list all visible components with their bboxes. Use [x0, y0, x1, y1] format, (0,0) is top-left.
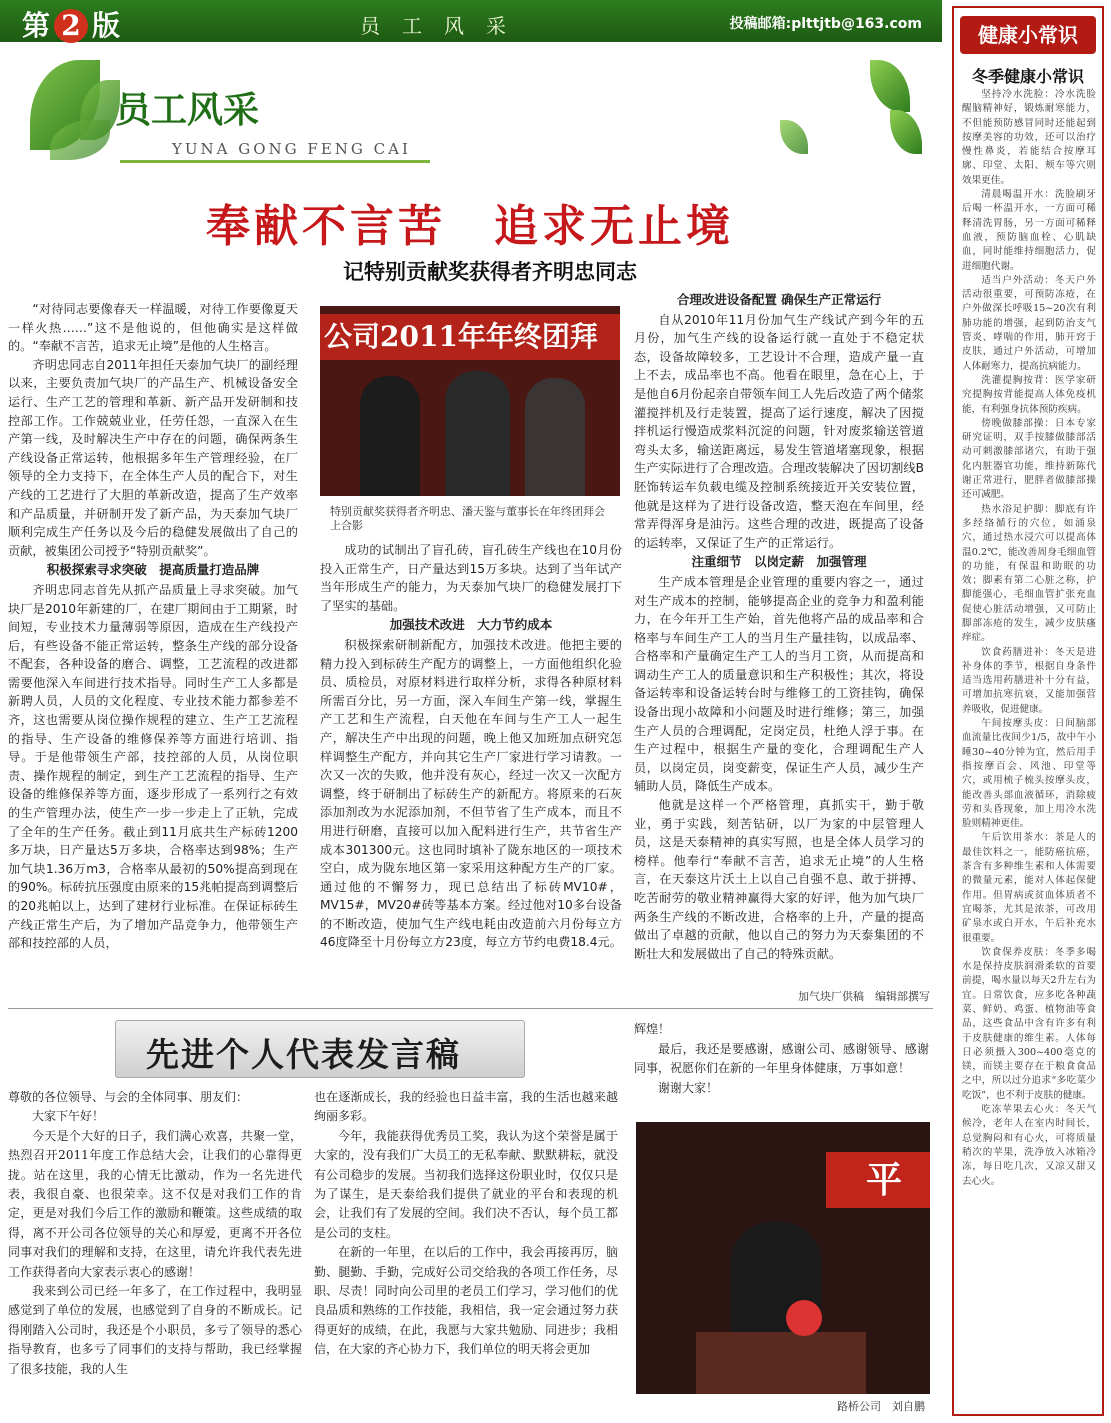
sidebar-paragraph: 适当户外活动：冬天户外活动很重要，可预防冻疮，在户外做深长呼吸15~20次有利肺功能的增强，起到防治支气管炎、哮喘的作用，肺开窍于皮肤，通过户外活动，可增加人体耐寒力，提高抗病能力。	[962, 274, 1096, 372]
sidebar-paragraph: 饮食保养皮肤：冬季多喝水是保持皮肤润滑柔软的首要前提，喝水量以每天2升左右为宜。日常饮食，应多吃各种蔬菜、鲜奶、鸡蛋、植物油等食品，这些食品中含有许多有利于皮肤健康的维生素。人体每日必须摄入300~400毫克的镁，而镁主要存在于粮食食品之中，所以过分追求“多吃菜少吃饭”，也不利于皮肤的健康。	[962, 946, 1096, 1101]
photo-caption: 路桥公司 刘自鹏	[837, 1400, 925, 1413]
section-banner	[30, 60, 430, 160]
article-column-3	[634, 290, 924, 963]
article-paragraph: 他就是这样一个严格管理，真抓实干，勤于敬业，勇于实践，刻苦钻研，以厂为家的中层管理人员，这是天泰精神的真实写照，也是全体人员学习的榜样。他奉行“奉献不言苦，追求无止境”的人生格言，在天泰这片沃土上以自己自强不息、敢于拼搏、吃苦耐劳的敬业精神赢得大家的好评，他为加气块厂两条生产线的不断改进，合格率的上升，产量的提高做出了卓越的贡献，他以自己的努力为天泰集团的不断壮大和发展做出了自己的特殊贡献。	[634, 798, 924, 961]
sidebar-paragraph: 洗灌提胸按背：医学家研究提胸按背能提高人体免疫机能，有利强身抗体预防疾病。	[962, 374, 1096, 415]
speech-paragraph: 今年，我能获得优秀员工奖，我认为这个荣誉是属于大家的，没有我们广大员工的无私奉献、默默耕耘，就没有公司稳步的发展。当初我们选择这份职业时，仅仅只是为了谋生，是天泰给我们提供了就业的平台和表现的机会，让我们有了发展的空间。我们决不否认，每个员工都是公司的支柱。	[314, 1128, 618, 1240]
sidebar-paragraph: 热水浴足护脚：脚底有许多经络循行的穴位，如涌泉穴，通过热水浸穴可以提高体温0.2℃，能改善周身毛细血管的功能，有保温和助眠的功效；脚素有第二心脏之称，护脚能强心，毛细血管扩张充血促使心脏活动增强，又可防止脚部冻疮的发生，减少皮肤瘙痒症。	[962, 503, 1096, 644]
speech-banner-title: 先进个人代表发言稿	[146, 1035, 461, 1074]
sidebar-paragraph: 傍晚做膝部操：日本专家研究证明，双手按膝做膝部活动可刺激膝部诸穴，有助于强化内脏器官功能，维持新陈代谢正常进行，肥胖者做膝部操还可减肥。	[962, 417, 1096, 501]
article-subheading: 积极探索寻求突破 提高质量打造品牌	[46, 562, 260, 578]
article-paragraph: 生产成本管理是企业管理的重要内容之一，通过对生产成本的控制，能够提高企业的竞争力和盈利能力，在今年开工生产始，首先他将产品的成品率和合格率与车间生产工人的当月生产量挂钩，以成品率、合格率和产量确定生产工人的当月工资，从而提高和调动生产工人的质量意识和生产积极性；其次，将设备运转率和设备运转台时与维修工的工资挂钩，确保设备出现小故障和小问题及时进行维修；第三，加强生产人员的合理调配，定岗定员，杜绝人浮于事。在生产过程中，根据生产量的变化，合理调配生产人员，以岗定员，岗变薪变，保证生产人员，减少生产辅助人员，降低生产成本。	[634, 574, 924, 794]
article-subheading: 注重细节 以岗定薪 加强管理	[691, 554, 867, 570]
article-subheading: 合理改进设备配置 确保生产正常运行	[676, 292, 882, 307]
photo-banner: 公司2011年年终团拜	[320, 314, 620, 360]
article-paragraph: 自从2010年11月份加气生产线试产到今年的五月份，加气生产线的设备运行就一直处于不稳定状态，设备故障较多，工艺设计不合理，造成产量一直上不去，成品率也不高。他看在眼里，急在心上，于是他自6月份起亲自带领车间工人先后改造了两个储浆灌搅拌机及行走装置，提高了运行速度，解决了因搅拌机运行慢造成浆料沉淀的问题，针对废浆输送管道弯头太多，输送距离远，易发生管道堵塞现象，根据生产实际进行了合理改造。合理改装解决了因切割线B胚饰转运车负载电缆及控制系统接近开关安装位置，他就是这样为了进行设备改造，整天泡在车间里，经常弄得浑身是油污。这些合理的改进，既提高了设备的运转率，又保证了生产的正常运行。	[634, 312, 924, 550]
speech-paragraph: 大家下午好！	[32, 1109, 105, 1124]
issue-label	[22, 4, 120, 44]
speech-paragraph: 也在逐渐成长，我的经验也日益丰富，我的生活也越来越绚丽多彩。	[314, 1090, 618, 1124]
section-pinyin: YUNA GONG FENG CAI	[172, 140, 411, 158]
article-paragraph: 积极探索研制新配方，加强技术改进。他把主要的精力投入到标砖生产配方的调整上，一方面他组织化验员、质检员，对原材料进行取样分析，求得各种原材料所需百分比，另一方面，深入车间生产第一线，掌握生产工艺和生产流程，白天他在车间与生产工人一起生产，解决生产中出现的问题，晚上他又加班加点研究怎样调整生产配方，并向其它生产厂家进行学习请教。一次又一次的失败，他并没有灰心，经过一次又一次配方调整，终于研制出了标砖生产的新配方。将原来的石灰添加剂改为水泥添加剂，不但节省了生产成本，而且不用进行研磨，直接可以加入配料进行生产，共节省生产成本301300元。这也同时填补了陇东地区的一项技术空白，成为陇东地区第一家采用这种配方生产的厂家。通过他的不懈努力，现已总结出了标砖MV10#，MV15#，MV20#砖等基本方案。经过他对10多台设备的不断改造，使加气生产线电耗由改造前六月份每立方46度降至十月份每立方23度，每立方节约电费18.4元。	[320, 637, 622, 950]
leaf-icon	[870, 60, 910, 112]
article-paragraph: 齐明忠同志首先从抓产品质量上寻求突破。加气块厂是2010年新建的厂，在建厂期间由于工期紧，时间短，专业技术力量薄弱等原因，造成在生产线投产后，有些设备不能正常运转，整条生产线的部分设备不配套，各种设备的磨合、调整，工艺流程的改进都需要他深入车间进行技术指导。同时生产工人多都是新聘人员，人员的文化程度、专业技术能力都参差不齐，这也需要从岗位操作规程的建立、生产工艺流程的指导、生产设备的维修保养等方面进行培训、指导。于是他带领生产部，技控部的人员，从岗位职责、操作规程的制定，到生产工艺流程的指导、生产设备的维修保养等方面，逐步形成了一系列行之有效的生产管理办法，使生产一步一步走上了正轨，完成了全年的生产任务。截止到11月底共生产标砖1200多万块，日产量达5万多块，合格率达到98%；生产加气块1.36万m3，合格率从最初的50%提高到现在的90%。标砖抗压强度由原来的15兆帕提高到调整后的20兆帕以上，达到了建材行业标准。在保证标砖生产线正常生产后，为了增加产品竞争力，他带领生产部和技控部的人员，	[8, 582, 298, 951]
article-paragraph: 齐明忠同志自2011年担任天泰加气块厂的副经理以来，主要负责加气块厂的产品生产、机械设备安全运行、生产工艺的管理和革新、新产品开发研制和技控部工作。工作兢兢业业，任劳任怨，一直深入在生产第一线，及时解决生产中存在的问题，确保两条生产线设备正常运转，他根据多年生产管理经验，在厂领导的全力支持下，在全体生产人员的配合下，对生产线的工艺进行了大胆的革新改造，提高了生产效率和产品质量，并研制开发了新产品，为天泰加气块厂顺利完成生产任务以及今后的稳健发展做出了自己的贡献，被集团公司授予“特别贡献奖”。	[8, 357, 298, 558]
article-subheading: 加强技术改进 大力节约成本	[389, 617, 553, 633]
section-title: 员工风采	[115, 89, 260, 131]
page-header	[0, 0, 942, 42]
photo-caption: 特别贡献奖获得者齐明忠、潘天鉴与董事长在年终团拜会上合影	[330, 505, 605, 532]
speech-banner	[115, 1020, 525, 1078]
submission-email: 投稿邮箱:plttjtb@163.com	[729, 16, 922, 32]
speech-paragraph: 最后，我还是要感谢，感谢公司、感谢领导、感谢同事，祝愿你们在新的一年里身体健康，万事如意！	[634, 1041, 929, 1076]
issue-prefix: 第	[22, 9, 51, 42]
sidebar-paragraph: 清晨喝温开水：洗脸刷牙后喝一杯温开水，一方面可稀释清洗胃肠，另一方面可稀释血液，预防脑血栓、心肌缺血，同时能维持细胞活力，促进细胞代谢。	[962, 189, 1096, 272]
section-underline	[120, 160, 430, 163]
sidebar-paragraph: 午间按摩头皮：日间脑部血流量比夜间少1/5，故中午小睡30~40分钟为宜，然后用手指按摩百会、风池、印堂等穴，或用梳子梳头按摩头皮，能改善头部血液循环，消除疲劳和头昏现象，加上用冷水洗脸则精神更佳。	[962, 718, 1096, 830]
speech-column-3	[634, 1020, 929, 1098]
leaf-icon	[890, 110, 922, 154]
speaker-photo	[636, 1122, 930, 1394]
speech-column-1	[8, 1088, 302, 1379]
section-divider	[8, 1008, 933, 1009]
speech-salutation: 尊敬的各位领导、与会的全体同事、朋友们：	[8, 1090, 249, 1104]
person-figure	[445, 371, 510, 496]
person-figure	[525, 378, 585, 496]
speech-column-2	[314, 1088, 618, 1360]
sidebar-heading: 健康小常识	[960, 16, 1096, 54]
leaf-icon	[780, 120, 808, 154]
sidebar-title: 冬季健康小常识	[971, 67, 1084, 86]
health-sidebar	[952, 6, 1104, 1416]
article-column-1	[8, 300, 298, 953]
sidebar-paragraph: 午后饮用茶水：茶是人的最佳饮料之一，能防癌抗癌，茶含有多种维生素和人体需要的微量元素，能对人体起保健作用。但胃病或贫血体质者不宜喝茶，尤其是浓茶，可改用矿泉水或白开水，午后补充水很重要。	[962, 832, 1096, 944]
issue-number: 2	[54, 9, 88, 43]
article-byline: 加气块厂供稿 编辑部撰写	[798, 990, 930, 1003]
speech-paragraph: 辉煌！	[634, 1022, 671, 1036]
section-name: 员工风采	[360, 14, 528, 38]
sidebar-paragraph: 坚持冷水洗脸：冷水洗脸醒脑精神好，锻炼耐寒能力，不但能预防感冒同时还能起到按摩美容的功效，还可以治疗慢性鼻炎，若能结合按摩耳廓、印堂、太阳、颊车等穴则效果更佳。	[962, 89, 1096, 186]
sidebar-paragraph: 饮食药膳进补：冬天是进补身体的季节，根据自身条件适当选用药膳进补十分有益，可增加抗寒抗衰，又能加强营养吸收，促进健康。	[962, 646, 1096, 715]
article-headline: 奉献不言苦 追求无止境	[206, 201, 734, 252]
photo-banner: 平	[826, 1152, 930, 1208]
issue-suffix: 版	[92, 9, 121, 42]
article-subheadline: 记特别贡献奖获得者齐明忠同志	[343, 260, 637, 284]
speech-paragraph: 谢谢大家！	[658, 1080, 719, 1095]
article-paragraph: 成功的试制出了盲孔砖，盲孔砖生产线也在10月份投入正常生产，日产量达到15万多块。达到了当年试产当年形成生产的能力，为天泰加气块厂的稳健发展打下了坚实的基础。	[320, 543, 622, 613]
article-column-2	[320, 541, 622, 952]
speech-paragraph: 在新的一年里，在以后的工作中，我会再接再厉，脑勤、腿勤、手勤，完成好公司交给我的各项工作任务，尽职、尽责！同时向公司里的老员工们学习，学习他们的优良品质和熟练的工作技能，我相信，我一定会通过努力获得更好的成绩，在此，我愿与大家共勉励、同进步；我相信，在大家的齐心协力下，我们单位的明天将会更加	[314, 1245, 618, 1357]
award-photo	[320, 306, 620, 496]
article-paragraph: “对待同志要像春天一样温暖，对待工作要像夏天一样火热……”这不是他说的，但他确实是这样做的。“奉献不言苦，追求无止境”是他的人生格言。	[8, 302, 298, 354]
podium	[696, 1332, 866, 1394]
person-figure	[360, 376, 420, 496]
flower-decoration	[786, 1300, 822, 1336]
speech-paragraph: 今天是个大好的日子，我们满心欢喜，共聚一堂，热烈召开2011年度工作总结大会，让我们的心靠得更拢。站在这里，我的心情无比激动，作为一名先进代表，我很自豪、也很荣幸。这不仅是对我们工作的肯定，更是对我们今后工作的激励和鞭策。这些成绩的取得，离不开公司各位领导的关心和厚爱，更离不开各位同事对我们的理解和支持，在这里，请允许我代表先进工作获得者向大家表示衷心的感谢！	[8, 1128, 302, 1279]
sidebar-paragraph: 吃冻苹果去心火：冬天气候冷，老年人在室内时间长，总觉胸闷和有心火，可将质量稍次的苹果，洗净放入冰箱冷冻，每日吃几次，又凉又甜又去心火。	[962, 1104, 1096, 1187]
speech-paragraph: 我来到公司已经一年多了，在工作过程中，我明显感觉到了单位的发展，也感觉到了自身的不断成长。记得刚踏入公司时，我还是个小职员，多亏了领导的悉心指导教育，也多亏了同事们的支持与帮助，我已经掌握了很多技能，我的人生	[8, 1284, 302, 1376]
sidebar-body	[962, 88, 1096, 1189]
